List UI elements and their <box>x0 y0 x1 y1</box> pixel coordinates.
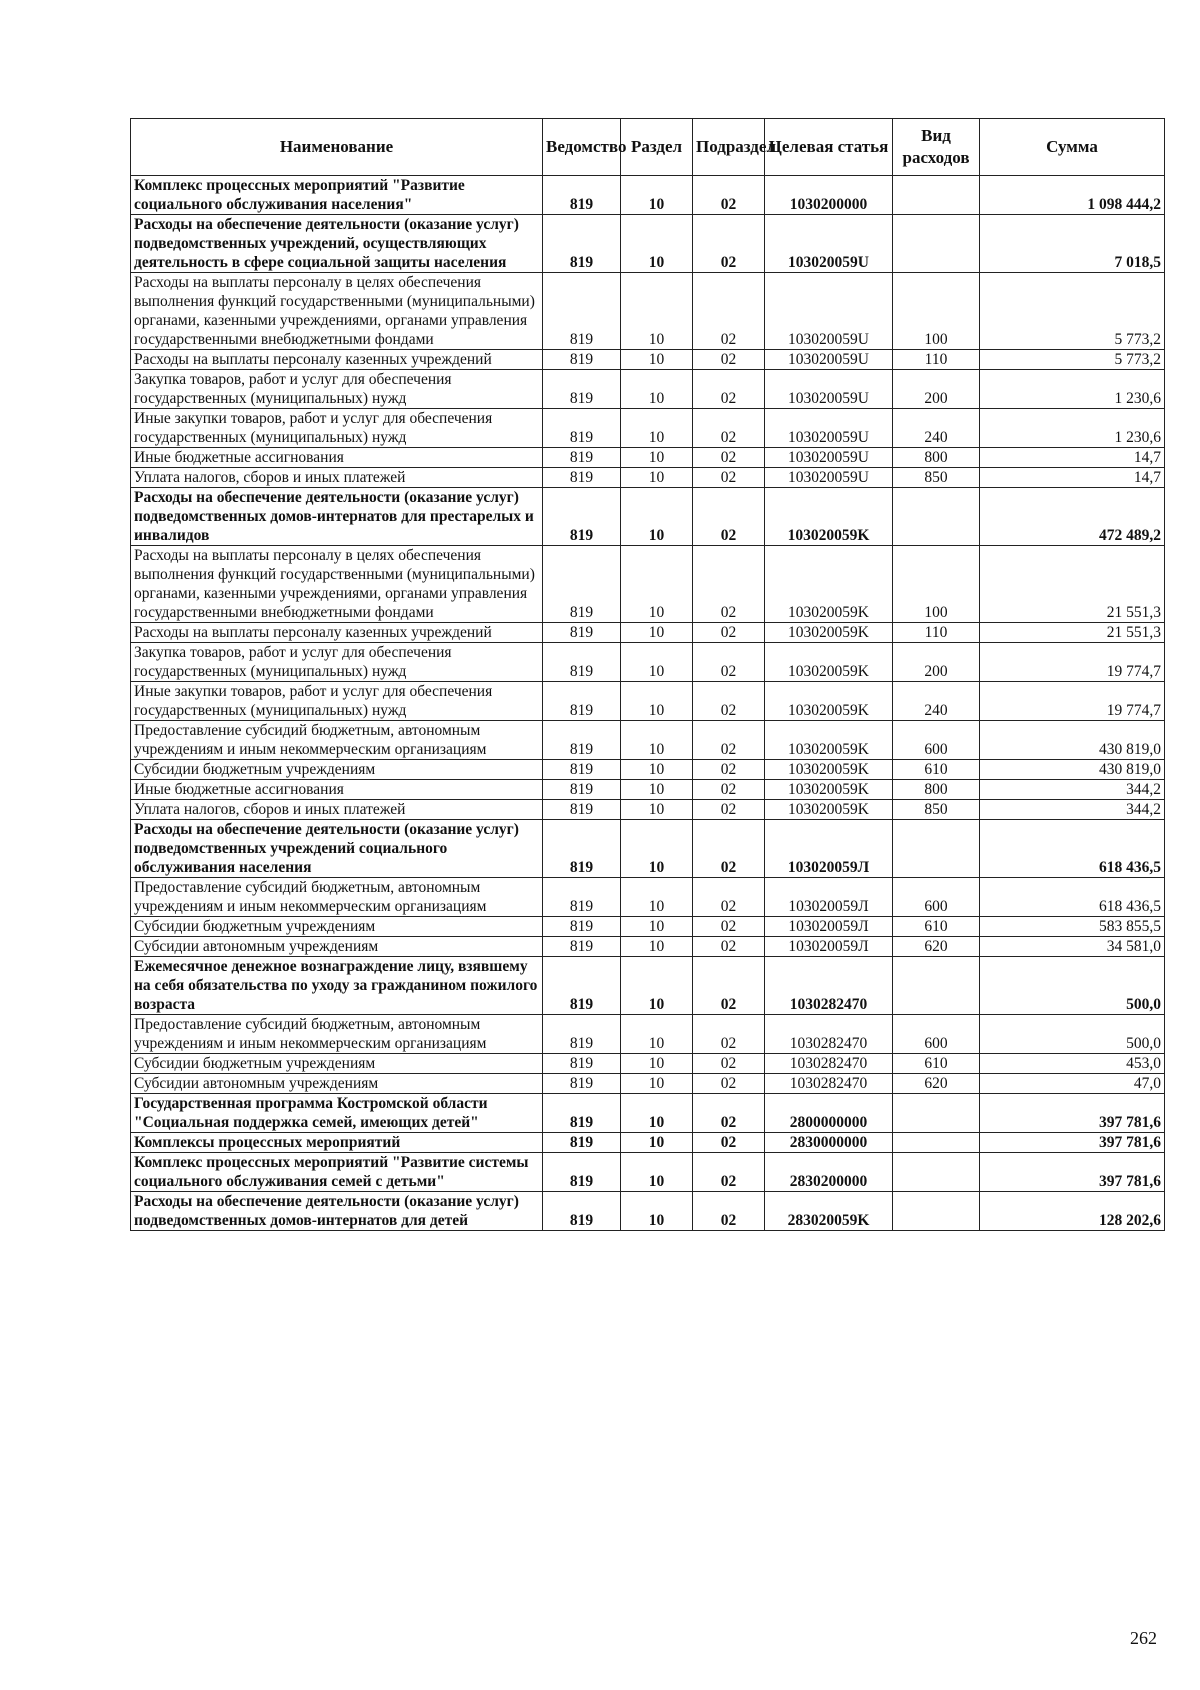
cell-section: 10 <box>621 1015 693 1054</box>
header-section: Раздел <box>621 119 693 176</box>
cell-subsection: 02 <box>693 800 765 820</box>
cell-kind: 240 <box>893 682 980 721</box>
cell-section: 10 <box>621 878 693 917</box>
cell-name: Иные закупки товаров, работ и услуг для обеспечения государственных (муниципальных) нужд <box>131 409 543 448</box>
cell-target: 103020059Л <box>765 878 893 917</box>
cell-name: Субсидии бюджетным учреждениям <box>131 1054 543 1074</box>
cell-section: 10 <box>621 488 693 546</box>
cell-target: 103020059K <box>765 780 893 800</box>
cell-section: 10 <box>621 1133 693 1153</box>
cell-dept: 819 <box>543 917 621 937</box>
cell-name: Государственная программа Костромской области "Социальная поддержка семей, имеющих детей" <box>131 1094 543 1133</box>
cell-name: Расходы на обеспечение деятельности (оказание услуг) подведомственных домов-интернатов для детей <box>131 1192 543 1231</box>
cell-kind: 800 <box>893 780 980 800</box>
cell-subsection: 02 <box>693 1015 765 1054</box>
header-name: Наименование <box>131 119 543 176</box>
header-target: Целевая статья <box>765 119 893 176</box>
cell-section: 10 <box>621 780 693 800</box>
cell-name: Иные закупки товаров, работ и услуг для обеспечения государственных (муниципальных) нужд <box>131 682 543 721</box>
page-number: 262 <box>1130 1628 1157 1648</box>
cell-subsection: 02 <box>693 1133 765 1153</box>
table-row <box>131 643 1165 682</box>
table-header-row <box>131 119 1165 176</box>
cell-subsection: 02 <box>693 623 765 643</box>
cell-dept: 819 <box>543 800 621 820</box>
cell-dept: 819 <box>543 643 621 682</box>
cell-kind <box>893 215 980 273</box>
cell-dept: 819 <box>543 468 621 488</box>
cell-section: 10 <box>621 623 693 643</box>
cell-subsection: 02 <box>693 546 765 623</box>
cell-sum: 19 774,7 <box>980 682 1165 721</box>
cell-section: 10 <box>621 937 693 957</box>
cell-subsection: 02 <box>693 878 765 917</box>
cell-target: 103020059U <box>765 468 893 488</box>
table-row <box>131 623 1165 643</box>
cell-name: Субсидии бюджетным учреждениям <box>131 760 543 780</box>
cell-subsection: 02 <box>693 488 765 546</box>
cell-section: 10 <box>621 215 693 273</box>
cell-name: Закупка товаров, работ и услуг для обеспечения государственных (муниципальных) нужд <box>131 370 543 409</box>
cell-dept: 819 <box>543 682 621 721</box>
cell-kind <box>893 1192 980 1231</box>
cell-sum: 500,0 <box>980 957 1165 1015</box>
cell-kind <box>893 1094 980 1133</box>
cell-sum: 21 551,3 <box>980 546 1165 623</box>
table-row <box>131 957 1165 1015</box>
cell-kind: 610 <box>893 917 980 937</box>
table-row <box>131 370 1165 409</box>
cell-sum: 397 781,6 <box>980 1133 1165 1153</box>
cell-name: Расходы на обеспечение деятельности (оказание услуг) подведомственных учреждений, осуществляющих деятельность в сфере социальной защиты населения <box>131 215 543 273</box>
cell-kind <box>893 488 980 546</box>
table-row <box>131 176 1165 215</box>
cell-sum: 500,0 <box>980 1015 1165 1054</box>
cell-target: 103020059U <box>765 448 893 468</box>
cell-dept: 819 <box>543 1153 621 1192</box>
cell-target: 103020059K <box>765 760 893 780</box>
cell-subsection: 02 <box>693 643 765 682</box>
cell-target: 103020059U <box>765 350 893 370</box>
cell-sum: 14,7 <box>980 468 1165 488</box>
cell-sum: 1 230,6 <box>980 409 1165 448</box>
cell-sum: 21 551,3 <box>980 623 1165 643</box>
table-row <box>131 917 1165 937</box>
table-row <box>131 1133 1165 1153</box>
cell-kind: 110 <box>893 350 980 370</box>
cell-subsection: 02 <box>693 780 765 800</box>
cell-name: Расходы на выплаты персоналу в целях обеспечения выполнения функций государственными (муниципальными) органами, казенными учреждениями, органами управления государственными внебюджетными фондами <box>131 546 543 623</box>
cell-target: 1030282470 <box>765 1015 893 1054</box>
cell-target: 103020059K <box>765 623 893 643</box>
table-row <box>131 350 1165 370</box>
cell-dept: 819 <box>543 488 621 546</box>
table-row <box>131 721 1165 760</box>
table-row <box>131 215 1165 273</box>
cell-kind: 200 <box>893 643 980 682</box>
cell-target: 103020059K <box>765 488 893 546</box>
cell-sum: 453,0 <box>980 1054 1165 1074</box>
cell-kind: 850 <box>893 800 980 820</box>
cell-name: Расходы на выплаты персоналу казенных учреждений <box>131 623 543 643</box>
cell-section: 10 <box>621 957 693 1015</box>
cell-subsection: 02 <box>693 957 765 1015</box>
cell-target: 103020059Л <box>765 820 893 878</box>
cell-kind <box>893 957 980 1015</box>
cell-dept: 819 <box>543 350 621 370</box>
cell-name: Комплекс процессных мероприятий "Развитие социального обслуживания населения" <box>131 176 543 215</box>
cell-sum: 19 774,7 <box>980 643 1165 682</box>
cell-kind: 110 <box>893 623 980 643</box>
cell-dept: 819 <box>543 1192 621 1231</box>
cell-target: 103020059U <box>765 409 893 448</box>
cell-dept: 819 <box>543 273 621 350</box>
cell-dept: 819 <box>543 721 621 760</box>
cell-target: 2830000000 <box>765 1133 893 1153</box>
cell-section: 10 <box>621 409 693 448</box>
cell-subsection: 02 <box>693 215 765 273</box>
table-row <box>131 448 1165 468</box>
header-kind: Вид расходов <box>893 119 980 176</box>
cell-kind <box>893 1153 980 1192</box>
cell-target: 1030282470 <box>765 1074 893 1094</box>
cell-dept: 819 <box>543 370 621 409</box>
cell-section: 10 <box>621 682 693 721</box>
cell-kind: 800 <box>893 448 980 468</box>
cell-kind: 620 <box>893 1074 980 1094</box>
cell-kind <box>893 1133 980 1153</box>
table-row <box>131 780 1165 800</box>
table-row <box>131 1054 1165 1074</box>
cell-sum: 7 018,5 <box>980 215 1165 273</box>
cell-target: 103020059Л <box>765 917 893 937</box>
table-row <box>131 488 1165 546</box>
cell-section: 10 <box>621 546 693 623</box>
table-row <box>131 760 1165 780</box>
cell-name: Комплексы процессных мероприятий <box>131 1133 543 1153</box>
budget-table <box>130 118 1165 1231</box>
cell-subsection: 02 <box>693 1074 765 1094</box>
table-row <box>131 409 1165 448</box>
cell-target: 1030282470 <box>765 1054 893 1074</box>
cell-dept: 819 <box>543 878 621 917</box>
table-row <box>131 273 1165 350</box>
table-row <box>131 468 1165 488</box>
cell-section: 10 <box>621 917 693 937</box>
cell-sum: 344,2 <box>980 800 1165 820</box>
table-row <box>131 1094 1165 1133</box>
cell-section: 10 <box>621 468 693 488</box>
cell-dept: 819 <box>543 176 621 215</box>
cell-target: 103020059K <box>765 800 893 820</box>
cell-subsection: 02 <box>693 273 765 350</box>
cell-subsection: 02 <box>693 1094 765 1133</box>
cell-section: 10 <box>621 1094 693 1133</box>
cell-section: 10 <box>621 820 693 878</box>
table-row <box>131 878 1165 917</box>
cell-section: 10 <box>621 176 693 215</box>
cell-name: Ежемесячное денежное вознаграждение лицу, взявшему на себя обязательства по уходу за гражданином пожилого возраста <box>131 957 543 1015</box>
cell-name: Субсидии бюджетным учреждениям <box>131 917 543 937</box>
cell-kind: 100 <box>893 546 980 623</box>
cell-dept: 819 <box>543 780 621 800</box>
cell-subsection: 02 <box>693 1054 765 1074</box>
cell-dept: 819 <box>543 1074 621 1094</box>
cell-subsection: 02 <box>693 448 765 468</box>
cell-target: 2830200000 <box>765 1153 893 1192</box>
cell-dept: 819 <box>543 1015 621 1054</box>
cell-section: 10 <box>621 1192 693 1231</box>
cell-name: Предоставление субсидий бюджетным, автономным учреждениям и иным некоммерческим организациям <box>131 878 543 917</box>
cell-target: 103020059U <box>765 273 893 350</box>
cell-kind: 850 <box>893 468 980 488</box>
cell-subsection: 02 <box>693 1153 765 1192</box>
cell-kind: 100 <box>893 273 980 350</box>
cell-name: Иные бюджетные ассигнования <box>131 448 543 468</box>
cell-target: 103020059Л <box>765 937 893 957</box>
cell-dept: 819 <box>543 215 621 273</box>
cell-section: 10 <box>621 800 693 820</box>
cell-kind: 620 <box>893 937 980 957</box>
cell-sum: 128 202,6 <box>980 1192 1165 1231</box>
cell-sum: 1 230,6 <box>980 370 1165 409</box>
cell-kind <box>893 820 980 878</box>
cell-sum: 397 781,6 <box>980 1094 1165 1133</box>
cell-section: 10 <box>621 1054 693 1074</box>
cell-subsection: 02 <box>693 820 765 878</box>
cell-name: Субсидии автономным учреждениям <box>131 937 543 957</box>
cell-name: Закупка товаров, работ и услуг для обеспечения государственных (муниципальных) нужд <box>131 643 543 682</box>
cell-subsection: 02 <box>693 760 765 780</box>
cell-name: Предоставление субсидий бюджетным, автономным учреждениям и иным некоммерческим организациям <box>131 1015 543 1054</box>
cell-sum: 583 855,5 <box>980 917 1165 937</box>
cell-subsection: 02 <box>693 176 765 215</box>
cell-subsection: 02 <box>693 937 765 957</box>
cell-subsection: 02 <box>693 409 765 448</box>
table-row <box>131 820 1165 878</box>
cell-name: Уплата налогов, сборов и иных платежей <box>131 468 543 488</box>
cell-section: 10 <box>621 350 693 370</box>
cell-name: Расходы на обеспечение деятельности (оказание услуг) подведомственных домов-интернатов для престарелых и инвалидов <box>131 488 543 546</box>
cell-kind: 610 <box>893 760 980 780</box>
cell-sum: 34 581,0 <box>980 937 1165 957</box>
cell-kind: 200 <box>893 370 980 409</box>
table-row <box>131 937 1165 957</box>
cell-kind <box>893 176 980 215</box>
cell-sum: 397 781,6 <box>980 1153 1165 1192</box>
cell-sum: 472 489,2 <box>980 488 1165 546</box>
cell-kind: 610 <box>893 1054 980 1074</box>
cell-sum: 430 819,0 <box>980 721 1165 760</box>
table-row <box>131 1015 1165 1054</box>
cell-dept: 819 <box>543 760 621 780</box>
cell-subsection: 02 <box>693 370 765 409</box>
cell-target: 103020059U <box>765 215 893 273</box>
table-body <box>131 176 1165 1231</box>
table-row <box>131 1074 1165 1094</box>
cell-name: Предоставление субсидий бюджетным, автономным учреждениям и иным некоммерческим организациям <box>131 721 543 760</box>
cell-target: 103020059K <box>765 682 893 721</box>
cell-sum: 430 819,0 <box>980 760 1165 780</box>
cell-section: 10 <box>621 760 693 780</box>
cell-sum: 344,2 <box>980 780 1165 800</box>
cell-target: 283020059K <box>765 1192 893 1231</box>
cell-sum: 14,7 <box>980 448 1165 468</box>
cell-dept: 819 <box>543 623 621 643</box>
cell-kind: 600 <box>893 1015 980 1054</box>
cell-dept: 819 <box>543 937 621 957</box>
table-row <box>131 546 1165 623</box>
cell-name: Расходы на выплаты персоналу в целях обеспечения выполнения функций государственными (муниципальными) органами, казенными учреждениями, органами управления государственными внебюджетными фондами <box>131 273 543 350</box>
cell-name: Комплекс процессных мероприятий "Развитие системы социального обслуживания семей с детьми" <box>131 1153 543 1192</box>
cell-target: 2800000000 <box>765 1094 893 1133</box>
cell-section: 10 <box>621 721 693 760</box>
cell-sum: 5 773,2 <box>980 350 1165 370</box>
cell-dept: 819 <box>543 1133 621 1153</box>
cell-sum: 618 436,5 <box>980 878 1165 917</box>
cell-kind: 600 <box>893 878 980 917</box>
cell-sum: 1 098 444,2 <box>980 176 1165 215</box>
cell-kind: 240 <box>893 409 980 448</box>
table-row <box>131 682 1165 721</box>
cell-dept: 819 <box>543 546 621 623</box>
cell-name: Иные бюджетные ассигнования <box>131 780 543 800</box>
cell-section: 10 <box>621 643 693 682</box>
cell-kind: 600 <box>893 721 980 760</box>
cell-target: 1030200000 <box>765 176 893 215</box>
table-row <box>131 1192 1165 1231</box>
cell-name: Расходы на обеспечение деятельности (оказание услуг) подведомственных учреждений социального обслуживания населения <box>131 820 543 878</box>
table-row <box>131 800 1165 820</box>
header-subsection: Подраздел <box>693 119 765 176</box>
cell-sum: 618 436,5 <box>980 820 1165 878</box>
cell-name: Расходы на выплаты персоналу казенных учреждений <box>131 350 543 370</box>
cell-subsection: 02 <box>693 468 765 488</box>
cell-section: 10 <box>621 1153 693 1192</box>
header-dept: Ведомство <box>543 119 621 176</box>
cell-subsection: 02 <box>693 350 765 370</box>
cell-dept: 819 <box>543 820 621 878</box>
cell-subsection: 02 <box>693 917 765 937</box>
cell-section: 10 <box>621 273 693 350</box>
cell-dept: 819 <box>543 448 621 468</box>
cell-target: 103020059K <box>765 643 893 682</box>
cell-name: Субсидии автономным учреждениям <box>131 1074 543 1094</box>
cell-dept: 819 <box>543 1094 621 1133</box>
cell-target: 103020059U <box>765 370 893 409</box>
cell-subsection: 02 <box>693 1192 765 1231</box>
cell-subsection: 02 <box>693 682 765 721</box>
cell-subsection: 02 <box>693 721 765 760</box>
cell-target: 103020059K <box>765 721 893 760</box>
cell-section: 10 <box>621 370 693 409</box>
cell-section: 10 <box>621 448 693 468</box>
cell-target: 103020059K <box>765 546 893 623</box>
table-row <box>131 1153 1165 1192</box>
header-sum: Сумма <box>980 119 1165 176</box>
cell-dept: 819 <box>543 409 621 448</box>
cell-name: Уплата налогов, сборов и иных платежей <box>131 800 543 820</box>
cell-sum: 5 773,2 <box>980 273 1165 350</box>
cell-section: 10 <box>621 1074 693 1094</box>
cell-dept: 819 <box>543 1054 621 1074</box>
cell-sum: 47,0 <box>980 1074 1165 1094</box>
cell-dept: 819 <box>543 957 621 1015</box>
cell-target: 1030282470 <box>765 957 893 1015</box>
